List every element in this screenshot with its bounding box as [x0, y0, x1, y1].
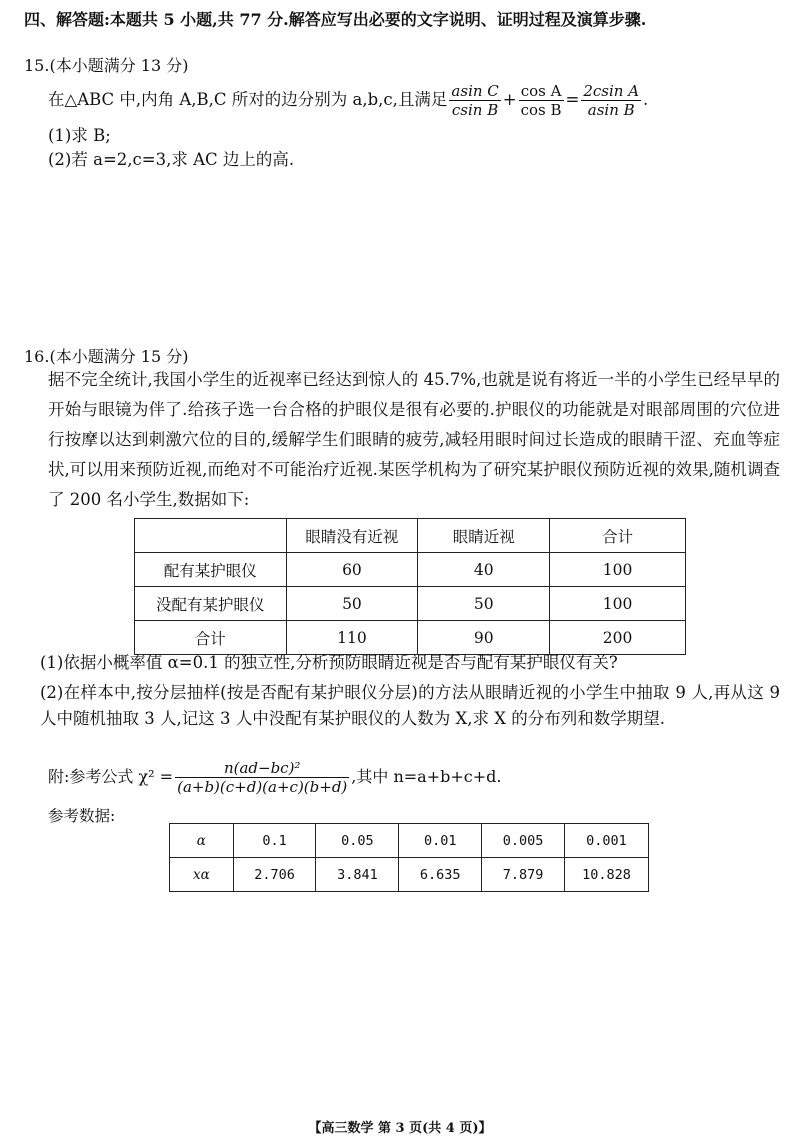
chi-square-fraction — [175, 759, 349, 796]
reference-data-label: 参考数据: — [48, 807, 116, 825]
table-cell: 10.828 — [564, 858, 648, 892]
table-cell: 0.01 — [399, 824, 482, 858]
q15-fraction-1 — [449, 82, 500, 119]
table-cell: 2.706 — [233, 858, 316, 892]
x-alpha-label-cell: xα — [170, 858, 234, 892]
table-cell: 90 — [418, 621, 550, 655]
table-row — [135, 587, 686, 621]
q15-stem — [48, 80, 648, 120]
q16-part1: (1)依据小概率值 α=0.1 的独立性,分析预防眼睛近视是否与配有某护眼仪有关? — [40, 653, 618, 672]
table-cell: 6.635 — [399, 858, 482, 892]
table-header-cell: 眼睛没有近视 — [286, 519, 418, 553]
q15-frac3-denominator: asin B — [587, 101, 635, 119]
table-header-cell — [135, 519, 287, 553]
q16-data-table — [134, 518, 686, 655]
table-row — [170, 824, 649, 858]
table-cell: 没配有某护眼仪 — [135, 587, 287, 621]
reference-data-table — [169, 823, 649, 892]
q15-equals-sign: = — [565, 90, 580, 109]
q15-stem-prefix: 在△ABC 中,内角 A,B,C 所对的边分别为 a,b,c,且满足 — [48, 90, 448, 109]
q15-part2: (2)若 a=2,c=3,求 AC 边上的高. — [48, 150, 295, 169]
table-cell: 100 — [550, 587, 686, 621]
table-cell: 200 — [550, 621, 686, 655]
q16-title: 16.(本小题满分 15 分) — [24, 347, 189, 366]
table-cell: 0.1 — [233, 824, 316, 858]
table-row — [170, 858, 649, 892]
table-header-cell: 合计 — [550, 519, 686, 553]
section-header: 四、解答题:本题共 5 小题,共 77 分.解答应写出必要的文字说明、证明过程及演算步骤. — [24, 10, 647, 29]
table-cell: 合计 — [135, 621, 287, 655]
q16-paragraph: 据不完全统计,我国小学生的近视率已经达到惊人的 45.7%,也就是说有将近一半的小学生已经早早的开始与眼镜为伴了.给孩子选一台合格的护眼仪是很有必要的.护眼仪的功能就是对眼部周围的穴位进行按摩以达到刺激穴位的目的,缓解学生们眼睛的疲劳,减轻用眼时间过长造成的眼睛干涩、充血等症状,可以用来预防近视,而绝对不可能治疗近视.某医学机构为了研究某护眼仪预防近视的效果,随机调查了 200 名小学生,数据如下: — [48, 370, 780, 509]
q15-frac2-numerator: cos A — [519, 82, 564, 101]
table-header-cell: 眼睛近视 — [418, 519, 550, 553]
formula-numerator: n(ad−bc)² — [175, 759, 349, 778]
q15-stem-suffix: . — [643, 90, 649, 109]
q15-frac1-denominator: csin B — [451, 101, 499, 119]
page-footer: 【高三数学 第 3 页(共 4 页)】 — [308, 1121, 492, 1136]
table-cell: 0.05 — [316, 824, 399, 858]
q15-part1: (1)求 B; — [48, 126, 111, 145]
table-cell: 100 — [550, 553, 686, 587]
formula-prefix: 附:参考公式 χ² = — [48, 767, 174, 786]
table-cell: 50 — [418, 587, 550, 621]
table-cell: 0.005 — [482, 824, 565, 858]
q15-fraction-2 — [519, 82, 564, 119]
table-cell: 60 — [286, 553, 418, 587]
q15-plus-sign: + — [502, 90, 517, 109]
table-cell: 3.841 — [316, 858, 399, 892]
table-cell: 7.879 — [482, 858, 565, 892]
formula-suffix: ,其中 n=a+b+c+d. — [351, 767, 502, 786]
table-cell: 110 — [286, 621, 418, 655]
alpha-label-cell: α — [170, 824, 234, 858]
table-cell: 50 — [286, 587, 418, 621]
q15-title: 15.(本小题满分 13 分) — [24, 56, 189, 75]
table-cell: 配有某护眼仪 — [135, 553, 287, 587]
table-row — [135, 553, 686, 587]
q15-frac3-numerator: 2csin A — [583, 82, 640, 100]
q15-frac1-numerator: asin C — [451, 82, 499, 100]
q15-frac2-denominator: cos B — [520, 101, 562, 119]
q16-formula — [48, 757, 501, 797]
table-cell: 40 — [418, 553, 550, 587]
table-cell: 0.001 — [564, 824, 648, 858]
table-header-row — [135, 519, 686, 553]
q16-part2: (2)在样本中,按分层抽样(按是否配有某护眼仪分层)的方法从眼睛近视的小学生中抽取 9 人,再从这 9 人中随机抽取 3 人,记这 3 人中没配有某护眼仪的人数为 X,求 X 的分布列和数学期望. — [40, 683, 780, 728]
q15-fraction-3 — [581, 82, 641, 119]
formula-denominator: (a+b)(c+d)(a+c)(b+d) — [177, 778, 348, 796]
